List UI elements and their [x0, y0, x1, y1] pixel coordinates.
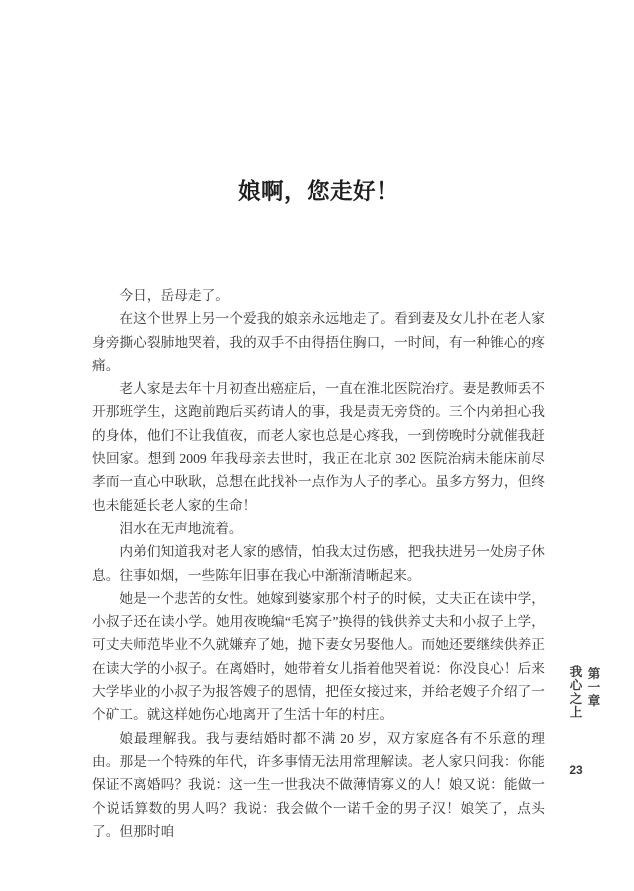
chapter-sidebar: [566, 637, 600, 737]
chapter-number-label: 第一章: [586, 666, 600, 708]
article-body: [92, 284, 545, 843]
paragraph: 娘最理解我。我与妻结婚时都不满 20 岁，双方家庭各有不乐意的理由。那是一个特殊的年代，许多事情无法用常理解读。老人家只问我：你能保证不离婚吗？我说：这一生一世我决不做薄情寡义的人！娘又说：能做一个说话算数的男人吗？我说：我会做个一诺千金的男子汉！娘笑了，点头了。但那时咱: [92, 730, 545, 839]
chapter-marker: [566, 637, 602, 737]
page-number: 23: [569, 763, 583, 777]
paragraph: 今日，岳母走了。: [119, 288, 229, 303]
article-title: 娘啊，您走好！: [237, 179, 399, 204]
paragraph: 老人家是去年十月初查出癌症后，一直在淮北医院治疗。妻是教师丢不开那班学生，这跑前跑后买药请人的事，我是责无旁贷的。三个内弟担心我的身体，他们不让我值夜，而老人家也总是心疼我，一到傍晚时分就催我赶快回家。想到 2009 年我母亲去世时，我正在北京 302 医院治病未能床前尽孝而一直心中耿耿，总想在此找补一点作为人子的孝心。虽多方努力，但终也未能延长老人家的生命！: [92, 381, 545, 513]
paragraph: 泪水在无声地流着。: [119, 520, 243, 536]
chapter-title-label: 我心之上: [568, 665, 582, 719]
paragraph: 内弟们知道我对老人家的感情，怕我太过伤感，把我扶进另一处房子休息。往事如烟，一些陈年旧事在我心中渐渐清晰起来。: [92, 544, 545, 583]
paragraph: 在这个世界上另一个爱我的娘亲永远地走了。看到妻及女儿扑在老人家身旁撕心裂肺地哭着，我的双手不由得捂住胸口，一时间，有一种锥心的疼痛。: [92, 311, 545, 373]
paragraph: 她是一个悲苦的女性。她嫁到婆家那个村子的时候，丈夫正在读中学，小叔子还在读小学。她用夜晚编“毛窝子”换得的钱供养丈夫和小叔子上学，可丈夫师范毕业不久就嫌弃了她，抛下妻女另娶他人。而她还要继续供养正在读大学的小叔子。在离婚时，她带着女儿指着他哭着说：你没良心！后来大学毕业的小叔子为报答嫂子的恩情，把侄女接过来，并给老嫂子介绍了一个矿工。就这样她伤心地离开了生活十年的村庄。: [92, 590, 545, 723]
